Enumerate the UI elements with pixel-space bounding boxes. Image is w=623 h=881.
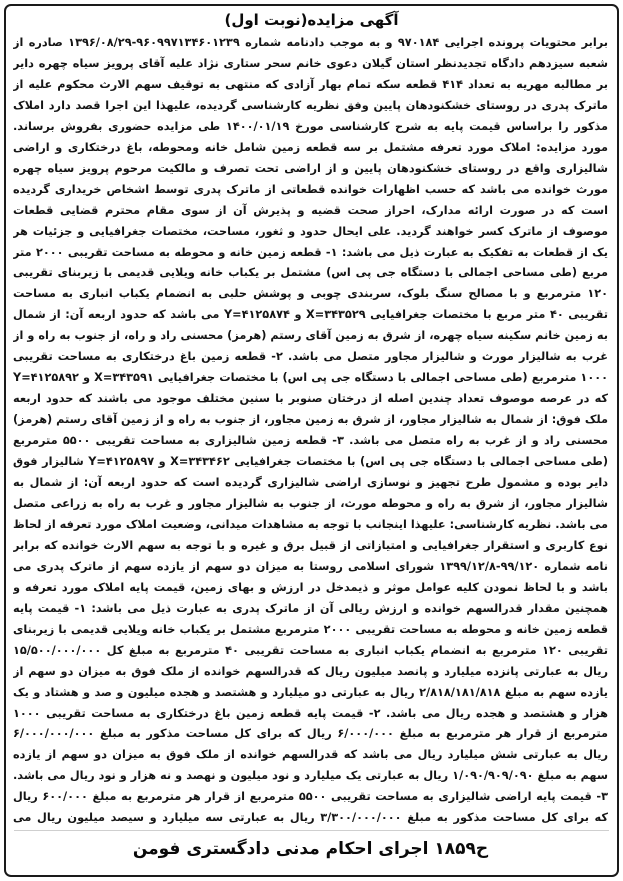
notice-signature: ح۱۸۵۹ اجرای احکام مدنی دادگستری فومن <box>132 839 489 859</box>
auction-notice-frame <box>4 4 619 877</box>
notice-title: آگهی مزایده(نوبت اول) <box>224 11 399 29</box>
notice-body-text: برابر محتویات پرونده اجرایی ۹۷۰۱۸۴ و به موجب دادنامه شماره ۹۶۰۹۹۷۱۳۴۶۰۱۲۳۹-۱۳۹۶/۰۸/۲۹ صادره از شعبه سیزدهم دادگاه تجدیدنظر استان گیلان دعوی خانم سحر ستاری نژاد علیه آقای پرویز سیاه چهره دایر بر مطالبه مهریه به تعداد ۴۱۴ قطعه سکه تمام بهار آزادی که منتهی به توقیف سهم الارث محکوم علیه از ماترک پدری در روستای خشکنودهان پایین وفق نظریه کارشناسی گردیده، علیهذا این اجرا قصد دارد املاک مذکور را براساس قیمت پایه به شرح کارشناسی مورخ ۱۴۰۰/۰۱/۱۹ طی مزایده حضوری بفروش برساند. مورد مزایده: املاک مورد تعرفه مشتمل بر سه قطعه زمین شامل خانه ومحوطه، باغ درختکاری و اراضی شالیزاری واقع در روستای خشکنودهان پایین و از اراضی تحت تصرف و مالکیت مرحوم پرویز سیاه چهره مورث خوانده می باشد که حسب اظهارات خوانده قطعاتی از ماترک پدری توسط اشخاص خریداری گردیده است که در صورت ارائه مدارک، احراز صحت قضیه و پذیرش آن از سوی مقام محترم قضایی قطعات موصوف از ماترک کسر خواهند گردید. علی ایحال حدود و ثغور، مساحت، مختصات جغرافیایی و جزئیات هر یک از قطعات به تفکیک به عبارت ذیل می باشد: ۱- قطعه زمین خانه و محوطه به مساحت تقریبی ۲۰۰۰ متر مربع (طی مساحی اجمالی با دستگاه جی پی اس) مشتمل بر یکباب خانه ویلایی قدیمی با زیربنای تقریبی ۱۲۰ مترمربع و با مصالح سنگ بلوک، سربندی چوبی و پوشش حلبی به انضمام یکباب انباری به مساحت تقریبی ۴۰ متر مربع با مختصات جغرافیایی ۳۴۳۵۲۹=X و ۴۱۲۵۸۷۴=Y می باشد که حدود اربعه آن: از شمال به زمین خانم سکینه سیاه چهره، از شرق به زمین آقای رستم (هرمز) محسنی راد و راه، از جنوب به راه و از غرب به شالیزار مورث و شالیزار مجاور متصل می باشد. ۲- قطعه زمین باغ درختکاری به مساحت تقریبی ۱۰۰۰ مترمربع (طی مساحی اجمالی با دستگاه جی پی اس) با مختصات جغرافیایی ۳۴۳۵۹۱=X و ۴۱۲۵۸۹۲=Y که در عرصه موصوف تعداد چندین اصله از درختان صنوبر با سنین مختلف موجود می باشند که حدود اربعه ملک فوق: از شمال به شالیزار مجاور، از شرق به زمین مجاور، از جنوب به راه و از زمین آقای رستم (هرمز) محسنی راد و از غرب به راه متصل می باشد. ۳- قطعه زمین شالیزاری به مساحت تقریبی ۵۵۰۰ مترمربع (طی مساحی اجمالی با دستگاه جی پی اس) با مختصات جغرافیایی ۳۴۳۴۶۲=X و ۴۱۲۵۸۹۷=Y شالیزار فوق دایر بوده و مشمول طرح تجهیز و نوسازی اراضی شالیزاری گردیده است که حدود اربعه آن: از شمال به شالیزار مجاور، از شرق به راه و محوطه مورث، از جنوب به شالیزار مجاور و غرب به راه به زراعی متصل می باشد. نظریه کارشناسی: علیهذا اینجانب با توجه به مشاهدات میدانی، وضعیت املاک مورد تعرفه از لحاظ نوع کاربری و استقرار جغرافیایی و امتیازاتی از قبیل برق و غیره و با توجه به سهم الارث خوانده که برابر نامه شماره ۹۹/۱۲۰-۱۳۹۹/۱۲/۸ شورای اسلامی روستا به میزان دو سهم از یازده سهم از ماترک پدری می باشد و با لحاظ نمودن کلیه عوامل موثر و ذیمدخل در ارزش و بهای زمین، قیمت پایه املاک مورد تعرفه و همچنین مقدار قدرالسهم خوانده و ارزش ریالی آن از ماترک پدری به عبارت ذیل می باشد: ۱- قیمت پایه قطعه زمین خانه و محوطه به مساحت تقریبی ۲۰۰۰ مترمربع مشتمل بر یکباب خانه ویلایی قدیمی با زیربنای تقریبی ۱۲۰ مترمربع به انضمام یکباب انباری به مساحت تقریبی ۴۰ مترمربع به مبلغ کل ۱۵/۵۰۰/۰۰۰/۰۰۰ ریال به عبارتی پانزده میلیارد و پانصد میلیون ریال که قدرالسهم خوانده از ملک فوق به میزان دو سهم از یازده سهم به مبلغ ۲/۸۱۸/۱۸۱/۸۱۸ ریال به عبارتی دو میلیارد و هشتصد و هجده میلیون و صد و هشتاد و یک هزار و هشتصد و هجده ریال می باشد. ۲- قیمت پایه قطعه زمین باغ درختکاری به مساحت تقریبی ۱۰۰۰ مترمربع از قرار هر مترمربع به مبلغ ۶/۰۰۰/۰۰۰ ریال که برای کل مساحت مذکور به مبلغ ۶/۰۰۰/۰۰۰/۰۰۰ ریال به عبارتی شش میلیارد ریال می باشد که قدرالسهم خوانده از ملک فوق به میزان دو سهم از یازده سهم به مبلغ ۱/۰۹۰/۹۰۹/۰۹۰ ریال به عبارتی یک میلیارد و نود میلیون و نهصد و نه هزار و نود ریال می باشد. ۳- قیمت پایه اراضی شالیزاری به مساحت تقریبی ۵۵۰۰ مترمربع از قرار هر مترمربع به مبلغ ۶۰۰/۰۰۰ ریال که برای کل مساحت مذکور به مبلغ ۳/۳۰۰/۰۰۰/۰۰۰ ریال به عبارتی سه میلیارد و سیصد میلیون ریال می <box>13 36 608 825</box>
footer-divider <box>14 830 609 831</box>
